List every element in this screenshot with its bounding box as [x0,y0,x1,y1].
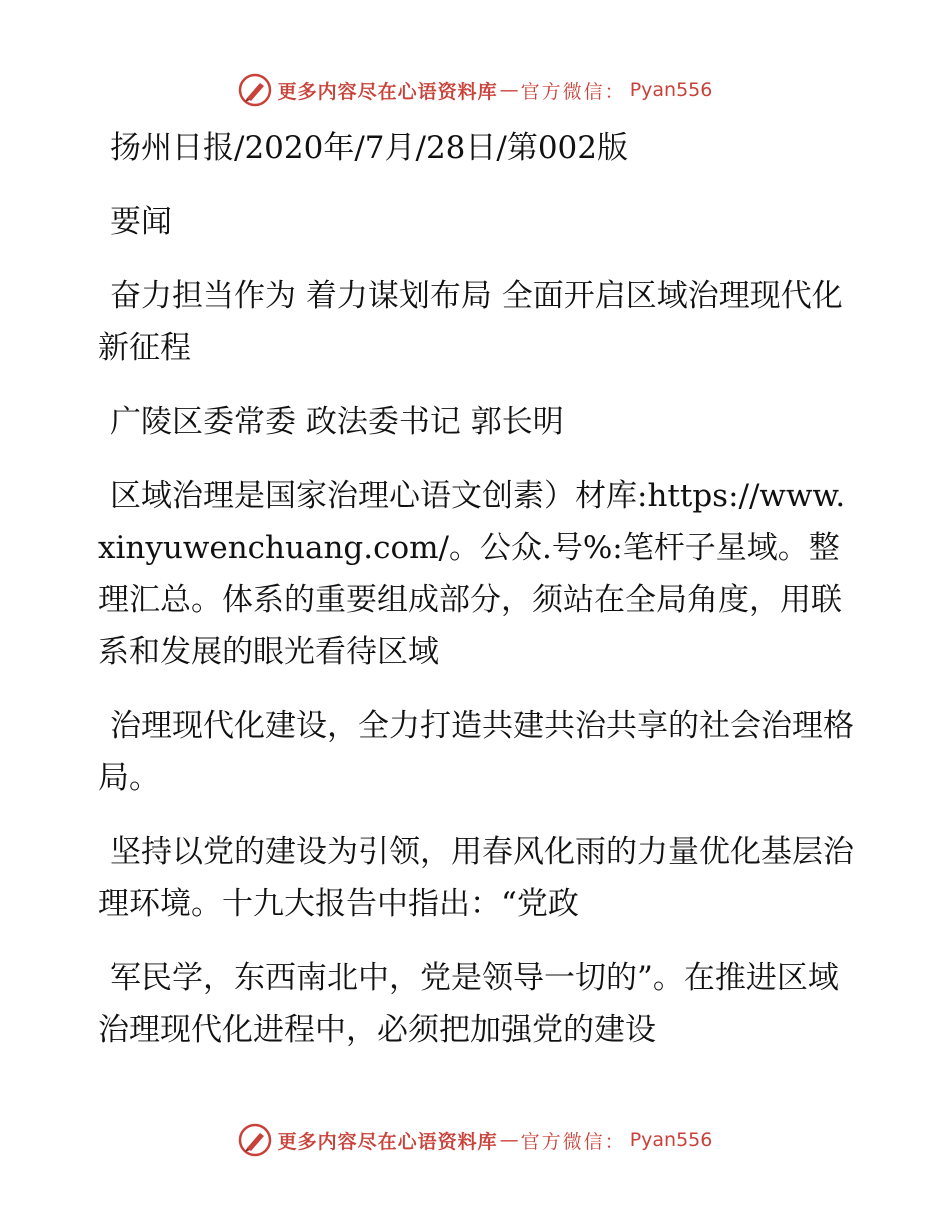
article-paragraph-4: 军民学，东西南北中，党是领导一切的”。在推进区域治理现代化进程中，必须把加强党的建设 [98,960,839,1048]
article-paragraph-3: 坚持以党的建设为引领，用春风化雨的力量优化基层治理环境。十九大报告中指出：“党政 [98,834,854,922]
watermark-official: 官方微信： [520,80,626,103]
watermark-text: 更多内容尽在心语资料库 [277,80,498,103]
article-title: 奋力担当作为 着力谋划布局 全面开启区域治理现代化新征程 [98,278,843,366]
article-source: 扬州日报/2020年/7月/28日/第002版 [110,130,629,166]
watermark-header [0,72,950,108]
watermark-dash: — [499,79,519,101]
pen-logo-icon [238,73,272,107]
article-author: 广陵区委常委 政法委书记 郭长明 [110,404,564,440]
pen-logo-icon [238,1123,272,1157]
watermark-id: Pyan556 [629,79,713,101]
article-body [98,122,858,1078]
watermark-official: 官方微信： [520,1130,626,1153]
watermark-dash: — [499,1129,519,1151]
watermark-text: 更多内容尽在心语资料库 [277,1130,498,1153]
watermark-footer [0,1122,950,1158]
article-paragraph-2: 治理现代化建设，全力打造共建共治共享的社会治理格局。 [98,708,854,796]
article-paragraph-1: 区域治理是国家治理心语文创素）材库:https://www.xinyuwenchuang.com/。公众.号%:笔杆子星域。整理汇总。体系的重要组成部分，须站在全局角度，用联系和发展的眼光看待区域 [98,478,846,670]
article-section: 要闻 [110,204,172,240]
watermark-id: Pyan556 [629,1129,713,1151]
